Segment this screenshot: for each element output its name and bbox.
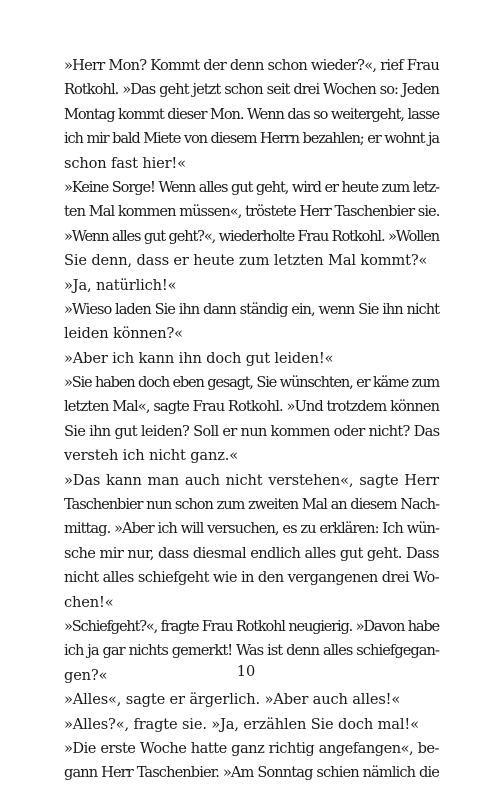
text-line: versteh ich nicht ganz.« xyxy=(64,447,239,465)
text-line: ich mir bald Miete von diesem Herrn bezahlen; er wohnt ja xyxy=(64,130,439,148)
text-line: »Die erste Woche hatte ganz richtig angefangen«, be- xyxy=(64,739,439,757)
text-line: »Herr Mon? Kommt der denn schon wieder?«, rief Frau xyxy=(64,57,439,74)
text-line: Montag kommt dieser Mon. Wenn das so weitergeht, lasse xyxy=(64,105,439,123)
text-line: »Das kann man auch nicht verstehen«, sagte Herr xyxy=(64,471,439,489)
text-line: ten Mal kommen müssen«, tröstete Herr Taschenbier sie. xyxy=(64,203,440,221)
text-line: schon fast hier!« xyxy=(64,154,186,172)
text-line: Taschenbier nun schon zum zweiten Mal an diesem Nach- xyxy=(64,496,439,514)
text-line: gen?« xyxy=(64,666,108,684)
text-line: »Sie haben doch eben gesagt, Sie wünschten, er käme zum xyxy=(64,374,439,392)
text-line: letzten Mal«, sagte Frau Rotkohl. »Und trotzdem können xyxy=(64,398,440,416)
text-line: »Wieso laden Sie ihn dann ständig ein, wenn Sie ihn nicht xyxy=(64,300,439,318)
text-line: leiden können?« xyxy=(64,325,183,343)
text-line: »Aber ich kann ihn doch gut leiden!« xyxy=(64,349,334,367)
text-line: »Ja, natürlich!« xyxy=(64,276,177,294)
text-line: Sie denn, dass er heute zum letzten Mal kommt?« xyxy=(64,252,428,270)
text-line: ich ja gar nichts gemerkt! Was ist denn alles schiefgegan- xyxy=(64,642,439,660)
text-line: sche mir nur, dass diesmal endlich alles gut geht. Dass xyxy=(64,544,439,562)
text-line: Sie ihn gut leiden? Soll er nun kommen oder nicht? Das xyxy=(64,422,440,440)
text-line: Rotkohl. »Das geht jetzt schon seit drei Wochen so: Jeden xyxy=(64,81,439,99)
text-line: »Wenn alles gut geht?«, wiederholte Frau Rotkohl. »Wollen xyxy=(64,227,439,245)
text-line: mittag. »Aber ich will versuchen, es zu erklären: Ich wün- xyxy=(64,520,439,538)
text-line: chen!« xyxy=(64,593,114,611)
text-line: »Alles?«, fragte sie. »Ja, erzählen Sie doch mal!« xyxy=(64,715,419,733)
text-line: »Schiefgeht?«, fragte Frau Rotkohl neugierig. »Davon habe xyxy=(64,617,439,635)
text-line: »Alles«, sagte er ärgerlich. »Aber auch alles!« xyxy=(64,691,401,709)
page-number: 10 xyxy=(236,663,256,680)
text-line: »Keine Sorge! Wenn alles gut geht, wird er heute zum letz- xyxy=(64,178,439,196)
text-line: gann Herr Taschenbier. »Am Sonntag schien nämlich die xyxy=(64,764,439,782)
text-line: nicht alles schiefgeht wie in den vergangenen drei Wo- xyxy=(64,569,439,587)
